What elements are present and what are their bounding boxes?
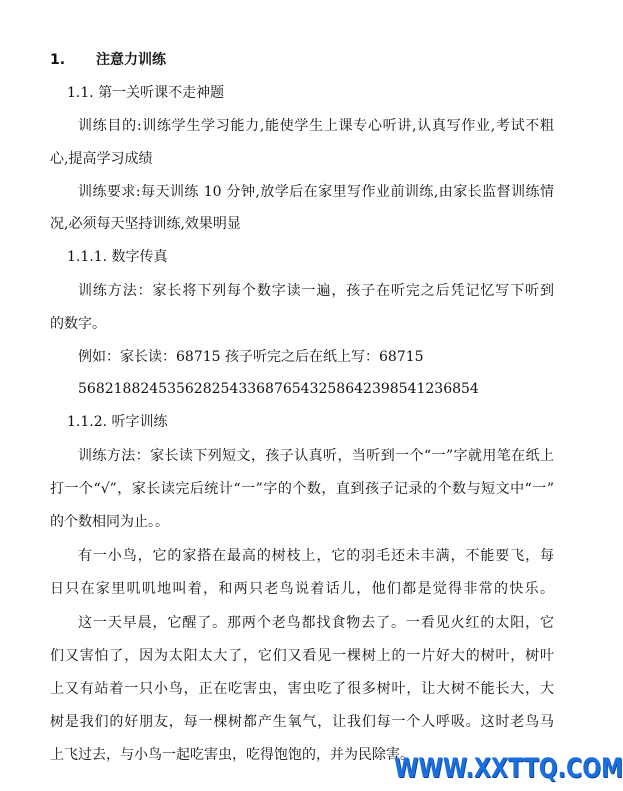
story-p1-line-1: 有一小鸟，它的家搭在最高的树枝上，它的羽毛还未丰满，不能要飞，每 (78, 548, 554, 564)
heading-1-number: 1. (50, 52, 66, 68)
section-1-1-1-title: 1.1.1. 数字传真 (67, 249, 168, 265)
site-watermark: WWW.XXTTQ.COM (394, 753, 623, 784)
section-1-1-title: 1.1. 第一关听课不走神题 (67, 85, 225, 101)
section-1-1-2-title: 1.1.2. 听字训练 (67, 414, 168, 430)
digit-example: 例如：家长读：68715 孩子听完之后在纸上写：68715 (78, 349, 424, 365)
listen-method-line-2: 打一个“√”，家长读完后统计“一”字的个数，直到孩子记录的个数与短文中“一” (50, 481, 554, 497)
requirement-line-2: 况,必须每天坚持训练,效果明显 (50, 216, 241, 232)
digit-method-line-2: 的数字。 (50, 316, 106, 332)
heading-1 (50, 51, 166, 69)
listen-method-line-3: 的个数相同为止。。 (50, 514, 169, 530)
story-p2-line-1: 这一天早晨，它醒了。那两个老鸟都找食物去了。一看见火红的太阳，它 (78, 615, 554, 631)
listen-method-line-1: 训练方法：家长读下列短文，孩子认真听，当听到一个“一”字就用笔在纸上 (78, 448, 554, 464)
heading-1-title: 注意力训练 (96, 52, 166, 68)
story-p1-line-2: 日只在家里叽叽地叫着，和两只老鸟说着话儿，他们都是觉得非常的快乐。 (50, 581, 554, 597)
story-p2-line-2: 们又害怕了，因为太阳太大了，它们又看见一棵树上的一片好大的树叶，树叶 (50, 648, 554, 664)
story-p2-line-5: 上飞过去，与小鸟一起吃害虫，吃得饱饱的，并为民除害。 (50, 747, 414, 763)
purpose-line-1: 训练目的:训练学生学习能力,能使学生上课专心听讲,认真写作业,考试不粗 (78, 118, 554, 134)
purpose-line-2: 心,提高学习成绩 (50, 151, 153, 167)
digit-method-line-1: 训练方法：家长将下列每个数字读一遍，孩子在听完之后凭记忆写下听到 (78, 283, 554, 299)
story-p2-line-4: 树是我们的好朋友，每一棵树都产生氧气，让我们每一个人呼吸。这时老鸟马 (50, 714, 554, 730)
story-p2-line-3: 上又有站着一只小鸟，正在吃害虫，害虫吃了很多树叶，让大树不能长大，大 (50, 681, 554, 697)
requirement-line-1: 训练要求:每天训练 10 分钟,放学后在家里写作业前训练,由家长监督训练情 (78, 184, 554, 200)
digit-sequence: 568218824535628254336876543258642398541236854 (78, 381, 479, 397)
